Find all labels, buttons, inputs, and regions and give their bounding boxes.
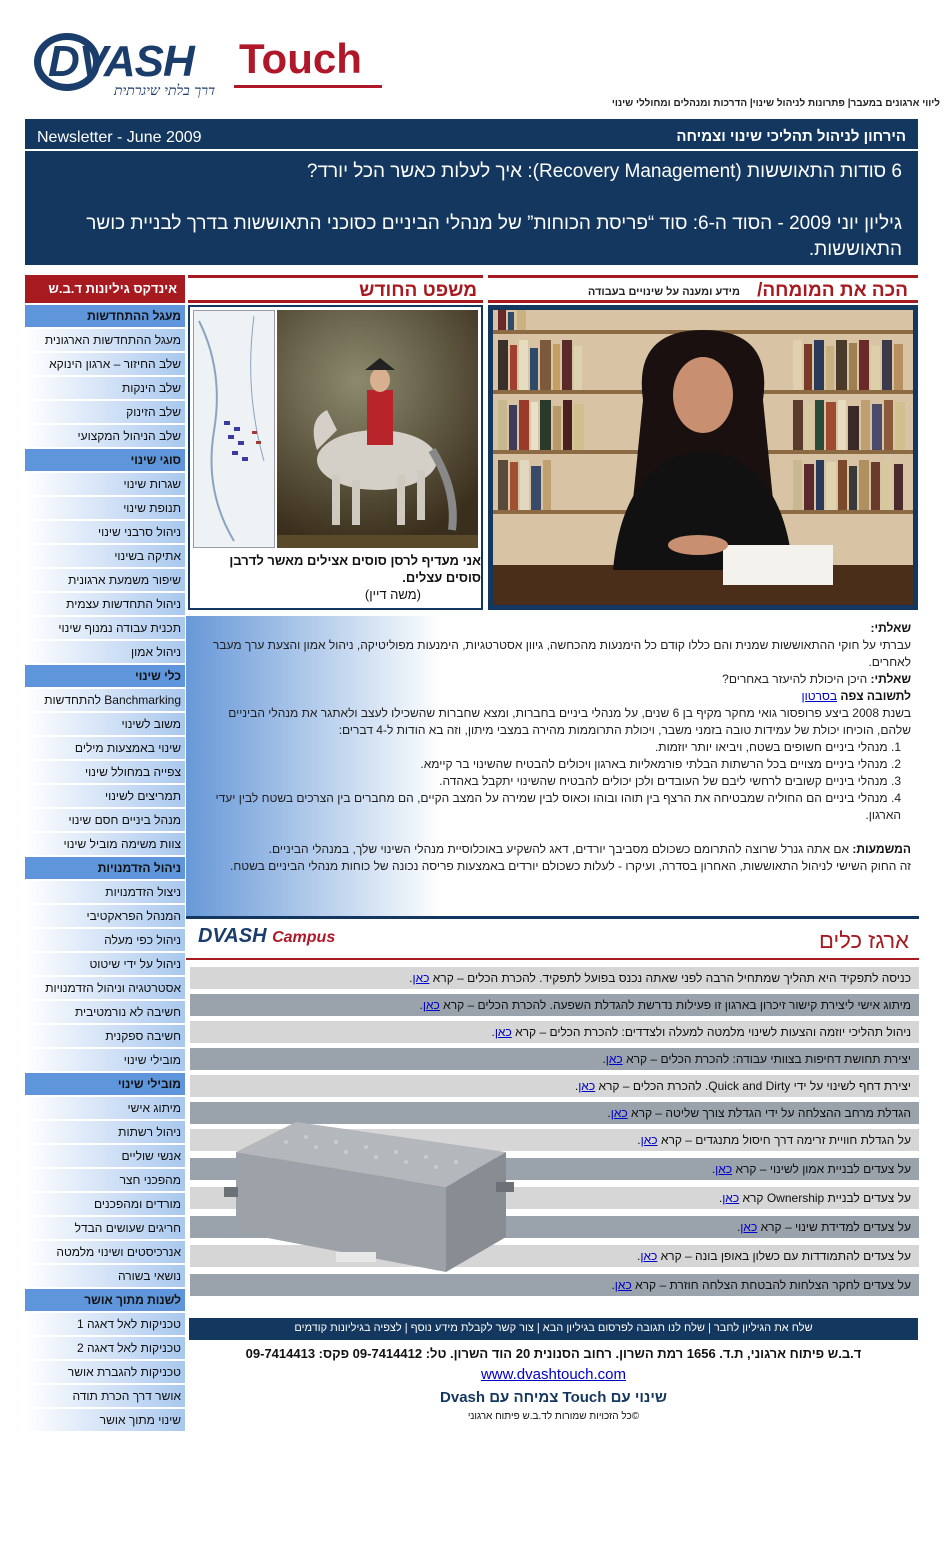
footer-website[interactable] <box>189 1366 918 1383</box>
toolbox-row-text: ניהול תהליכי יוזמה והצעות לשינוי מלמטה למעלה ולצדדים: להכרת הכלים – קרא <box>515 1025 911 1039</box>
toolbox-header <box>186 922 919 960</box>
question-2-label: שאלתי: <box>870 672 911 686</box>
toolbox-row: על צעדים לבניית אמון לשינוי – קרא כאן. <box>190 1158 919 1180</box>
toolbox-read-link[interactable]: כאן <box>578 1079 596 1093</box>
toolbox-row-text: על צעדים למדידת שינוי – קרא <box>760 1220 911 1234</box>
sidebar-link[interactable]: טכניקות להגברת אושר <box>25 1361 185 1383</box>
expert-qa-section <box>186 616 919 916</box>
expert-header <box>488 275 918 303</box>
research-points-list <box>196 739 911 824</box>
toolbox-row-text: על צעדים לבניית אמון לשינוי – קרא <box>735 1162 911 1176</box>
toolbox-read-link[interactable]: כאן <box>722 1191 740 1205</box>
sidebar-link[interactable]: מורדים ומהפכנים <box>25 1193 185 1215</box>
sidebar-title: אינדקס גיליונות ד.ב.ש <box>25 275 185 303</box>
sidebar-link[interactable]: שגרות שינוי <box>25 473 185 495</box>
sidebar-link[interactable]: צפייה במחולל שינוי <box>25 761 185 783</box>
sidebar-link[interactable]: אנשי שוליים <box>25 1145 185 1167</box>
horseman-drawing <box>277 310 478 548</box>
research-intro: בשנת 2008 ביצע פרופסור גואי מחקר מקיף בן 6 שנים, על מנהלי ביניים בחברות, ומצא שחברות שהשכילו לעצב ולאתגר את מנהלי הביניים שלהם, הוכיחו יכולת של עמידות טובה בזמני משבר, ויכולת התרוממות מהירה במצבי מיתון, וזה בא הודות ל-4 דברים: <box>228 706 911 737</box>
sidebar-link[interactable]: אסטרטגיה וניהול הזדמנויות <box>25 977 185 999</box>
newsletter-name: הירחון לניהול תהליכי שינוי וצמיחה <box>676 128 906 145</box>
research-point: 2. מנהלי ביניים מצויים בכל הרשתות הבלתי פורמאליות בארגון ויכולים להבטיח שהשינוי בר קיימא. <box>420 757 901 771</box>
metal-toolbox-drawing <box>216 1112 516 1282</box>
sidebar-link[interactable]: מובילי שינוי <box>25 1049 185 1071</box>
meaning-text: אם אתה גנרל שרוצה להתרומם כשכולם מסביבך יורדים, דאג להשקיע באוכלוסיית מנהלי השינוי שלך, במנהלי הביניים. <box>268 842 850 856</box>
sidebar-link[interactable]: ניהול כפי מעלה <box>25 929 185 951</box>
sidebar-link[interactable]: משוב לשינוי <box>25 713 185 735</box>
sidebar-link[interactable]: אתיקה בשינוי <box>25 545 185 567</box>
logo-tagline: דרך בלתי שיגרתית <box>114 83 216 99</box>
sidebar-link[interactable]: אושר דרך הכרת תודה <box>25 1385 185 1407</box>
question-1-label: שאלתי: <box>870 621 911 635</box>
toolbox-read-link[interactable]: כאן <box>640 1133 658 1147</box>
section-divider <box>186 916 919 919</box>
sidebar-link[interactable]: שלב הינקות <box>25 377 185 399</box>
toolbox-read-link[interactable]: כאן <box>412 971 430 985</box>
question-1-text: עברתי על חוקי ההתאוששות שמנית והם כללו קודם כל הימנעות מהכחשה, גיוון אסטרטגיות, הימנעות מפוליטיקה, ניהול אמון והצעת ערך מעבר לאחרים. <box>212 638 911 669</box>
sidebar-link[interactable]: צוות משימה מוביל שינוי <box>25 833 185 855</box>
sidebar-link[interactable]: מנהל ביניים חסם שינוי <box>25 809 185 831</box>
sidebar-link[interactable]: ניהול על ידי שיטוט <box>25 953 185 975</box>
sidebar-category: מעגל ההתחדשות <box>25 305 185 327</box>
toolbox-row-text: הגדלת מרחב ההצלחה על ידי הגדלת צורך שליטה – קרא <box>631 1106 911 1120</box>
sidebar-link[interactable]: ניהול אמון <box>25 641 185 663</box>
newsletter-date: Newsletter - June 2009 <box>37 129 202 146</box>
toolbox-row-text: על צעדים לבניית Ownership קרא <box>742 1191 911 1205</box>
footer-links-bar[interactable]: שלח את הגיליון לחבר | שלח לנו תגובה לפרסום בגיליון הבא | צור קשר לקבלת מידע נוסף | לצפיה בגיליונות קודמים <box>189 1318 918 1340</box>
toolbox-read-link[interactable]: כאן <box>494 1025 512 1039</box>
sidebar-link[interactable]: תמריצים לשינוי <box>25 785 185 807</box>
toolbox-row-text: יצירת דחף לשינוי על ידי Quick and Dirty. להכרת הכלים – קרא <box>598 1079 911 1093</box>
issue-headline-block <box>42 159 902 263</box>
sidebar-link[interactable]: שלב הניהול המקצועי <box>25 425 185 447</box>
sidebar-link[interactable]: חריגים שעושים הבדל <box>25 1217 185 1239</box>
map-drawing <box>194 311 274 547</box>
sentence-header <box>188 275 483 303</box>
toolbox-row: על צעדים למדידת שינוי – קרא כאן. <box>190 1216 919 1238</box>
campus-word: Campus <box>272 929 336 946</box>
toolbox-row-text: על הגדלת חוויית זרימה דרך חיסול מתנגדים – קרא <box>660 1133 911 1147</box>
sidebar-link[interactable]: טכניקות לאל דאגה 1 <box>25 1313 185 1335</box>
sidebar-link[interactable]: ניהול סרבני שינוי <box>25 521 185 543</box>
question-2-text: היכן היכולת להיעזר באחרים? <box>722 672 868 686</box>
sidebar-link[interactable]: ניהול התחדשות עצמית <box>25 593 185 615</box>
sidebar-link[interactable]: שיפור משמעת ארגונית <box>25 569 185 591</box>
footer-address: ד.ב.ש פיתוח ארגוני, ת.ד. 1656 רמת השרון. רחוב הסנונית 20 הוד השרון. טל: 09-7414412 פקס: 09-7414413 <box>245 1346 862 1361</box>
research-point: 1. מנהלי ביניים חשופים בשטח, ויביאו יותר יוזמות. <box>654 740 901 754</box>
sixth-law-text: זה החוק השישי לניהול התאוששות, האחרון בסדרה, ועיקרו - לעלות כשכולם יורדים באמצעות פריסה נכונה של כוחות מנהלי הביניים בשטח. <box>230 859 911 873</box>
sidebar-link[interactable]: אנרכיסטים ושינוי מלמטה <box>25 1241 185 1263</box>
toolbox-section <box>186 922 919 1310</box>
sidebar-link[interactable]: חשיבה לא נורמטיבית <box>25 1001 185 1023</box>
toolbox-row-text: על צעדים להתמודדות עם כשלון באופן בונה – קרא <box>660 1249 911 1263</box>
sidebar-link[interactable]: ניצול הזדמנויות <box>25 881 185 903</box>
bookshelf-portrait-image <box>493 310 913 605</box>
toolbox-row: על צעדים להתמודדות עם כשלון באופן בונה – קרא כאן. <box>190 1245 919 1267</box>
footer-copyright: ©כל הזכויות שמורות לד.ב.ש פיתוח ארגוני <box>467 1411 640 1422</box>
logo-underline <box>234 85 382 88</box>
logo-product: Touch <box>239 35 362 82</box>
toolbox-read-link[interactable]: כאן <box>715 1162 733 1176</box>
sentence-box <box>188 305 483 610</box>
toolbox-row: מיתוג אישי ליצירת קישור זיכרון בארגון זו פעילות נדרשת להגדלת השפעה. להכרת הכלים – קרא כאן. <box>190 994 919 1016</box>
toolbox-row-text: על צעדים לחקר הצלחות להבטחת הצלחה חוזרת – קרא <box>635 1278 911 1292</box>
logo-brand: DVASH <box>48 37 194 86</box>
footer-slogan: שינוי עם Touch צמיחה עם Dvash <box>440 1389 667 1406</box>
sidebar-link[interactable]: מיתוג אישי <box>25 1097 185 1119</box>
sentence-author: (משה דיין) <box>364 587 421 602</box>
sidebar-link[interactable]: חשיבה ספקנית <box>25 1025 185 1047</box>
sidebar-link[interactable]: שינוי מתוך אושר <box>25 1409 185 1431</box>
meaning-label: המשמעות: <box>852 842 911 856</box>
sidebar-link[interactable]: טכניקות לאל דאגה 2 <box>25 1337 185 1359</box>
sentence-quote-block <box>196 552 481 603</box>
toolbox-read-link[interactable]: כאן <box>614 1278 632 1292</box>
header-title-row <box>25 119 918 151</box>
sidebar-link[interactable]: Banchmarking להתחדשות <box>25 689 185 711</box>
sidebar-category: כלי שינוי <box>25 665 185 687</box>
sidebar-link[interactable]: שלב החיזור – ארגון הינוקא <box>25 353 185 375</box>
toolbox-row: יצירת תחושת דחיפות בצוותי עבודה: להכרת הכלים – קרא כאן. <box>190 1048 919 1070</box>
toolbox-row: ניהול תהליכי יוזמה והצעות לשינוי מלמטה למעלה ולצדדים: להכרת הכלים – קרא כאן. <box>190 1021 919 1043</box>
answer-video-link[interactable]: בסרטון <box>801 689 838 703</box>
research-point: 4. מנהלי ביניים הם החוליה שמבטיחה את הרצף בין תוהו ובוהו וכאוס לבין שמירה על המצב הקיים, הם מחברים בין הצרכים בשטח לבין יעדי הארגון. <box>215 791 901 822</box>
dvash-campus-logo[interactable] <box>198 925 335 948</box>
newsletter-header <box>25 119 918 265</box>
sidebar-category: לשנות מתוך אושר <box>25 1289 185 1311</box>
answer-label: לתשובה צפה <box>840 689 911 703</box>
horseman-painting-image <box>277 310 478 548</box>
sidebar-link[interactable]: שינוי באמצעות מילים <box>25 737 185 759</box>
toolbox-row-text: יצירת תחושת דחיפות בצוותי עבודה: להכרת הכלים – קרא <box>626 1052 911 1066</box>
toolbox-read-link[interactable]: כאן <box>610 1106 628 1120</box>
research-point: 3. מנהלי ביניים קשובים לרחשי ליבם של העובדים ולכן יכולים להבטיח שהשינוי יתקבל באהדה. <box>439 774 901 788</box>
toolbox-row: על צעדים לבניית Ownership קרא כאן. <box>190 1187 919 1209</box>
issue-headline: 6 סודות התאוששות (Recovery Management): איך לעלות כאשר הכל יורד? <box>306 161 902 182</box>
toolbox-row: יצירת דחף לשינוי על ידי Quick and Dirty. להכרת הכלים – קרא כאן. <box>190 1075 919 1097</box>
sidebar-link[interactable]: מהפכני חצר <box>25 1169 185 1191</box>
expert-title: הכה את המומחה/ <box>757 280 908 301</box>
toolbox-title: ארגז כלים <box>819 928 909 953</box>
toolbox-image <box>216 1112 516 1282</box>
sidebar-link[interactable]: שלב הזינוק <box>25 401 185 423</box>
toolbox-read-link[interactable]: כאן <box>605 1052 623 1066</box>
issue-subline: גיליון יוני 2009 - הסוד ה-6: סוד “פריסת הכוחות” של מנהלי הביניים כסוכני התאוששות בדרך לבניית כושר התאוששות. <box>86 213 902 260</box>
sidebar-link[interactable]: מעגל ההתחדשות הארגונית <box>25 329 185 351</box>
sidebar-link[interactable]: נושאי בשורה <box>25 1265 185 1287</box>
toolbox-read-link[interactable]: כאן <box>422 998 440 1012</box>
sidebar-category: מובילי שינוי <box>25 1073 185 1095</box>
sentence-title: משפט החודש <box>359 280 477 301</box>
services-tagline: ליווי ארגונים במעבר| פתרונות לניהול שינוי| הדרכות ומנהלים ומחוללי שינוי <box>611 98 940 109</box>
archive-index-sidebar <box>25 275 185 1433</box>
expert-subtitle: מידע ומענה על שינויים בעבודה <box>587 286 740 298</box>
sentence-quote: אני מעדיף לרסן סוסים אצילים מאשר לדרבן סוסים עצלים. <box>229 553 481 585</box>
campus-brand: DVASH <box>198 925 267 947</box>
dvash-touch-logo[interactable] <box>34 33 384 103</box>
battle-map-image <box>193 310 275 548</box>
sidebar-category: ניהול הזדמנויות <box>25 857 185 879</box>
expert-photo <box>488 305 918 610</box>
sidebar-category: סוגי שינוי <box>25 449 185 471</box>
website-link[interactable]: www.dvashtouch.com <box>480 1366 627 1383</box>
toolbox-row: על צעדים לחקר הצלחות להבטחת הצלחה חוזרת – קרא כאן. <box>190 1274 919 1296</box>
sidebar-link[interactable]: תכנית עבודה נמנוף שינוי <box>25 617 185 639</box>
toolbox-row: כניסה לתפקיד היא תהליך שמתחיל הרבה לפני שאתה נכנס בפועל לתפקיד. להכרת הכלים – קרא כאן. <box>190 967 919 989</box>
sidebar-link[interactable]: ניהול רשתות <box>25 1121 185 1143</box>
toolbox-read-link[interactable]: כאן <box>640 1249 658 1263</box>
toolbox-row: הגדלת מרחב ההצלחה על ידי הגדלת צורך שליטה – קרא כאן. <box>190 1102 919 1124</box>
toolbox-row-text: כניסה לתפקיד היא תהליך שמתחיל הרבה לפני שאתה נכנס בפועל לתפקיד. להכרת הכלים – קרא <box>432 971 911 985</box>
toolbox-row: על הגדלת חוויית זרימה דרך חיסול מתנגדים – קרא כאן. <box>190 1129 919 1151</box>
sidebar-link[interactable]: תנופת שינוי <box>25 497 185 519</box>
toolbox-row-text: מיתוג אישי ליצירת קישור זיכרון בארגון זו פעילות נדרשת להגדלת השפעה. להכרת הכלים – קרא <box>443 998 911 1012</box>
toolbox-read-link[interactable]: כאן <box>740 1220 758 1234</box>
sidebar-link[interactable]: המנהל הפראקטיבי <box>25 905 185 927</box>
feature-panels <box>186 275 919 615</box>
